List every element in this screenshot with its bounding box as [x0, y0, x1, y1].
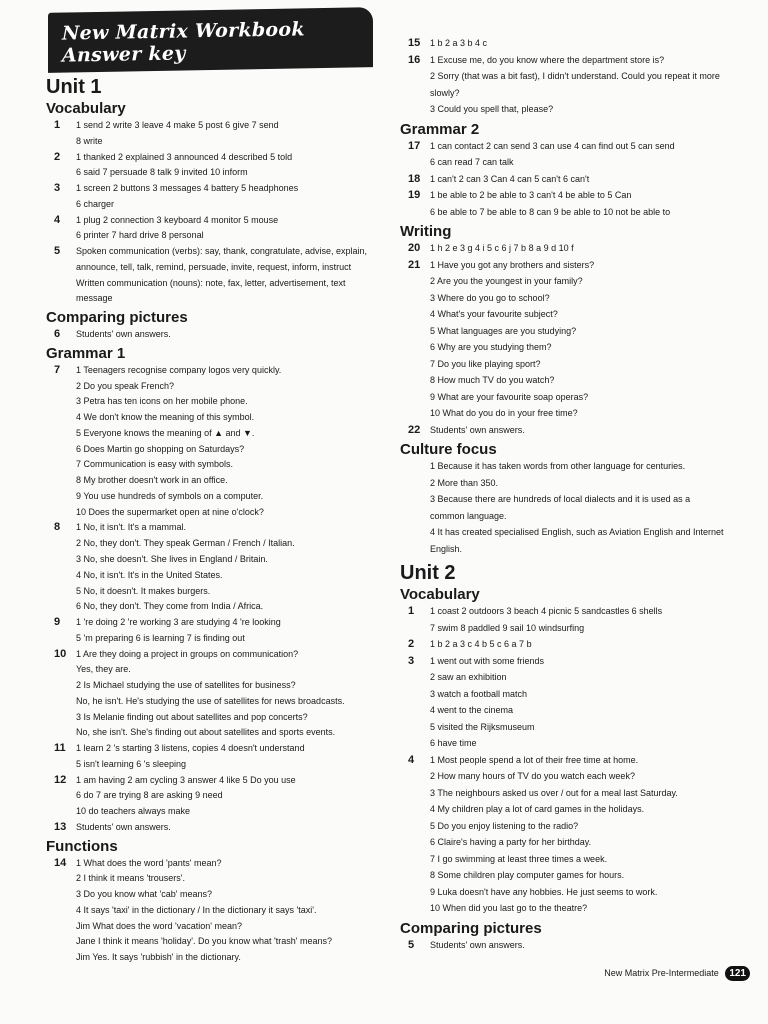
- answer-text: 6 do 7 are trying 8 are asking 9 need: [76, 790, 223, 801]
- answer-text: Jane I think it means 'holiday'. Do you know what 'trash' means?: [76, 936, 333, 947]
- answer-text: 7 Do you like playing sport?: [430, 358, 541, 369]
- exercise-number: 5: [408, 938, 415, 951]
- exercise-answer: [408, 141, 675, 152]
- answer-text: 6 Claire's having a party for her birthday.: [430, 837, 592, 847]
- answer-line: [430, 672, 507, 683]
- unit-heading: Unit 1: [46, 76, 102, 98]
- section-heading: Comparing pictures: [46, 309, 188, 327]
- answer-text: 2 saw an exhibition: [430, 672, 507, 682]
- answer-line: [76, 262, 351, 273]
- exercise-answer: [54, 152, 292, 163]
- answer-line: [430, 623, 584, 634]
- exercise-answer: [408, 940, 525, 951]
- answer-text: 5 What languages are you studying?: [430, 325, 577, 336]
- answer-line: [76, 696, 345, 707]
- exercise-answer: [54, 365, 281, 376]
- answer-line: [76, 586, 210, 597]
- exercise-answer: [408, 55, 664, 66]
- answer-text: common language.: [430, 510, 507, 521]
- exercise-number: 6: [54, 328, 61, 341]
- answer-line: [76, 905, 316, 916]
- exercise-number: 21: [408, 258, 421, 271]
- answer-line: [430, 293, 550, 304]
- answer-line: [76, 680, 296, 691]
- unit-heading: Unit 2: [400, 562, 456, 584]
- exercise-answer: [408, 190, 631, 201]
- answer-line: [430, 511, 507, 522]
- exercise-number: 9: [54, 616, 61, 629]
- exercise-answer: [54, 246, 367, 257]
- answer-text: Jim What does the word 'vacation' mean?: [76, 920, 243, 931]
- answer-text: 1 can contact 2 can send 3 can use 4 can find out 5 can send: [430, 140, 675, 151]
- exercise-answer: [408, 639, 532, 650]
- section-heading: Comparing pictures: [400, 919, 542, 937]
- answer-line: [76, 921, 242, 932]
- answer-text: 6 said 7 persuade 8 talk 9 invited 10 inform: [76, 167, 248, 178]
- section-heading: Grammar 1: [46, 344, 126, 362]
- answer-text: Students' own answers.: [430, 939, 525, 950]
- answer-line: [430, 276, 583, 287]
- footer-book-title: New Matrix Pre-Intermediate: [604, 968, 719, 978]
- exercise-number: 3: [54, 182, 61, 195]
- answer-line: [76, 136, 103, 147]
- answer-text: 2 Do you speak French?: [76, 380, 175, 391]
- section-heading: Grammar 2: [400, 120, 480, 138]
- exercise-answer: [408, 38, 487, 49]
- exercise-answer: [408, 260, 594, 271]
- exercise-answer: [408, 755, 638, 766]
- answer-text: 10 do teachers always make: [76, 806, 191, 817]
- answer-text: 1 can't 2 can 3 Can 4 can 5 can't 6 can't: [430, 173, 590, 184]
- answer-line: [76, 444, 244, 455]
- answer-text: slowly?: [430, 87, 460, 98]
- exercise-answer: [54, 183, 298, 194]
- answer-line: [76, 475, 228, 486]
- exercise-number: 16: [408, 53, 421, 66]
- answer-text: 9 Luka doesn't have any hobbies. He just seems to work.: [430, 886, 658, 897]
- exercise-answer: [54, 120, 279, 131]
- banner-title-line-1: New Matrix Workbook: [62, 18, 305, 45]
- answer-text: 6 charger: [76, 198, 115, 209]
- answer-text: 10 What do you do in your free time?: [430, 408, 578, 418]
- answer-line: [430, 854, 607, 865]
- answer-text: 3 Do you know what 'cab' means?: [76, 889, 213, 900]
- answer-text: English.: [430, 543, 463, 554]
- answer-line: [76, 396, 248, 407]
- answer-text: 1 Most people spend a lot of their free time at home.: [430, 754, 639, 765]
- answer-line: [76, 712, 308, 723]
- answer-text: 5 No, it doesn't. It makes burgers.: [76, 585, 211, 596]
- exercise-answer: [408, 606, 662, 617]
- answer-text: 6 No, they don't. They come from India / Africa.: [76, 601, 264, 612]
- answer-line: [430, 903, 587, 914]
- answer-text: Written communication (nouns): note, fax, letter, advertisement, text: [76, 277, 346, 288]
- answer-text: 6 Why are you studying them?: [430, 342, 552, 352]
- answer-line: [76, 491, 263, 502]
- answer-text: Students' own answers.: [430, 424, 525, 435]
- exercise-number: 3: [408, 654, 415, 667]
- answer-line: [430, 309, 558, 320]
- answer-text: 8 How much TV do you watch?: [430, 375, 555, 385]
- answer-text: 9 What are your favourite soap operas?: [430, 391, 589, 402]
- answer-line: [430, 157, 514, 168]
- exercise-answer: [408, 174, 589, 185]
- exercise-number: 8: [54, 521, 61, 534]
- exercise-number: 4: [408, 753, 415, 766]
- answer-line: [430, 527, 724, 538]
- answer-text: 8 My brother doesn't work in an office.: [76, 475, 228, 486]
- exercise-number: 7: [54, 363, 61, 376]
- answer-line: [430, 359, 541, 370]
- exercise-answer: [54, 649, 298, 660]
- answer-line: [76, 889, 212, 900]
- answer-text: 4 No, it isn't. It's in the United States.: [76, 569, 223, 580]
- answer-line: [430, 494, 690, 505]
- exercise-number: 14: [54, 856, 67, 869]
- answer-text: 1 am having 2 am cycling 3 answer 4 like 5 Do you use: [76, 774, 296, 785]
- answer-text: 1 Teenagers recognise company logos very quickly.: [76, 364, 282, 375]
- exercise-answer: [54, 617, 281, 628]
- answer-line: [430, 326, 576, 337]
- answer-text: Yes, they are.: [76, 664, 131, 675]
- answer-text: 7 I go swimming at least three times a week.: [430, 853, 608, 864]
- answer-text: 1 're doing 2 're working 3 are studying 4 're looking: [76, 617, 281, 628]
- exercise-number: 18: [408, 172, 421, 185]
- exercise-answer: [54, 215, 278, 226]
- answer-line: [76, 538, 295, 549]
- exercise-number: 2: [408, 638, 415, 650]
- answer-text: 1 Have you got any brothers and sisters?: [430, 259, 595, 270]
- answer-text: Students' own answers.: [76, 329, 171, 340]
- answer-text: Spoken communication (verbs): say, thank, congratulate, advise, explain,: [76, 246, 367, 257]
- exercise-number: 17: [408, 139, 421, 152]
- answer-text: 1 be able to 2 be able to 3 can't 4 be able to 5 Can: [430, 190, 632, 200]
- answer-text: 1 What does the word 'pants' mean?: [76, 857, 222, 868]
- answer-line: [76, 199, 114, 210]
- section-heading: Writing: [400, 223, 452, 240]
- answer-line: [430, 71, 720, 82]
- answer-text: 6 can read 7 can talk: [430, 157, 514, 167]
- answer-text: 7 Communication is easy with symbols.: [76, 459, 234, 470]
- answer-text: 1 Are they doing a project in groups on communication?: [76, 648, 299, 659]
- answer-text: 2 Sorry (that was a bit fast), I didn't understand. Could you repeat it more: [430, 71, 720, 81]
- answer-text: 1 plug 2 connection 3 keyboard 4 monitor 5 mouse: [76, 214, 279, 225]
- page-footer: [604, 966, 750, 981]
- answer-line: [76, 873, 185, 884]
- answer-text: announce, tell, talk, remind, persuade, invite, request, inform, instruct: [76, 261, 352, 272]
- answer-line: [76, 952, 241, 963]
- answer-text: 5 Everyone knows the meaning of ▲ and ▼.: [76, 427, 255, 438]
- answer-text: 5 'm preparing 6 is learning 7 is finding out: [76, 632, 245, 643]
- answer-text: 2 Is Michael studying the use of satellites for business?: [76, 680, 296, 691]
- answer-line: [430, 837, 591, 848]
- answer-text: 3 Is Melanie finding out about satellites and pop concerts?: [76, 711, 308, 722]
- answer-text: No, he isn't. He's studying the use of satellites for news broadcasts.: [76, 695, 345, 706]
- answer-text: 7 swim 8 paddled 9 sail 10 windsurfing: [430, 622, 585, 633]
- answer-line: [430, 821, 578, 832]
- answer-line: [76, 278, 345, 289]
- answer-line: [76, 664, 131, 675]
- answer-line: [76, 936, 332, 947]
- answer-line: [430, 408, 578, 419]
- answer-text: 2 Are you the youngest in your family?: [430, 276, 583, 286]
- answer-text: 1 send 2 write 3 leave 4 make 5 post 6 give 7 send: [76, 120, 279, 130]
- answer-line: [430, 342, 552, 353]
- answer-line: [430, 207, 670, 218]
- answer-line: [76, 230, 204, 241]
- answer-text: 3 Could you spell that, please?: [430, 104, 554, 114]
- answer-line: [430, 722, 535, 733]
- answer-text: 1 No, it isn't. It's a mammal.: [76, 522, 186, 533]
- answer-text: 2 More than 350.: [430, 477, 499, 488]
- answer-line: [430, 788, 678, 799]
- answer-line: [76, 412, 254, 423]
- answer-line: [76, 790, 223, 801]
- answer-text: No, she isn't. She's finding out about satellites and sports events.: [76, 727, 336, 738]
- answer-text: 1 coast 2 outdoors 3 beach 4 picnic 5 sandcastles 6 shells: [430, 606, 663, 616]
- answer-text: 8 Some children play computer games for hours.: [430, 870, 625, 880]
- page-number: 121: [725, 966, 750, 981]
- answer-text: 6 have time: [430, 738, 477, 748]
- section-heading: Culture focus: [400, 441, 497, 458]
- answer-text: 4 What's your favourite subject?: [430, 309, 558, 319]
- answer-text: 4 It says 'taxi' in the dictionary / In the dictionary it says 'taxi'.: [76, 904, 317, 915]
- answer-text: Jim Yes. It says 'rubbish' in the dictionary.: [76, 952, 241, 963]
- answer-line: [76, 806, 190, 817]
- answer-line: [76, 428, 254, 439]
- exercise-answer: [54, 858, 222, 869]
- title-banner: [48, 7, 373, 73]
- exercise-number: 22: [408, 423, 421, 436]
- answer-line: [76, 167, 248, 178]
- answer-line: [430, 392, 588, 403]
- answer-line: [430, 88, 460, 99]
- exercise-answer: [408, 656, 544, 667]
- answer-line: [76, 381, 174, 392]
- answer-text: 3 No, she doesn't. She lives in England / Britain.: [76, 554, 268, 564]
- exercise-number: 12: [54, 773, 67, 786]
- answer-text: 10 When did you last go to the theatre?: [430, 903, 588, 913]
- answer-text: 1 Because it has taken words from other language for centuries.: [430, 461, 686, 471]
- exercise-answer: [408, 425, 525, 436]
- answer-line: [76, 459, 233, 470]
- exercise-number: 11: [54, 742, 66, 755]
- section-heading: Vocabulary: [46, 100, 126, 117]
- exercise-number: 15: [408, 37, 421, 49]
- answer-line: [430, 804, 644, 815]
- section-heading: Functions: [46, 837, 118, 855]
- answer-text: 5 visited the Rijksmuseum: [430, 721, 535, 732]
- answer-text: Students' own answers.: [76, 821, 171, 832]
- exercise-answer: [54, 743, 305, 754]
- exercise-number: 5: [54, 245, 61, 258]
- answer-text: 1 went out with some friends: [430, 655, 545, 666]
- answer-text: 1 screen 2 buttons 3 messages 4 battery 5 headphones: [76, 183, 299, 194]
- exercise-answer: [408, 243, 574, 254]
- answer-text: 2 How many hours of TV do you watch each week?: [430, 771, 635, 781]
- answer-text: 4 We don't know the meaning of this symbol.: [76, 412, 255, 423]
- answer-line: [76, 554, 268, 565]
- answer-text: 3 Petra has ten icons on her mobile phone.: [76, 396, 248, 407]
- answer-text: 5 isn't learning 6 's sleeping: [76, 758, 187, 769]
- answer-text: 2 No, they don't. They speak German / French / Italian.: [76, 538, 295, 549]
- exercise-number: 1: [54, 119, 61, 131]
- answer-line: [430, 478, 498, 489]
- answer-line: [430, 104, 553, 115]
- section-heading: Vocabulary: [400, 586, 480, 603]
- answer-line: [76, 293, 113, 304]
- answer-text: 6 be able to 7 be able to 8 can 9 be able to 10 not be able to: [430, 206, 671, 217]
- answer-line: [430, 771, 635, 782]
- answer-text: 6 Does Martin go shopping on Saturdays?: [76, 443, 245, 454]
- answer-line: [76, 507, 264, 518]
- answer-line: [430, 738, 477, 749]
- answer-line: [76, 601, 263, 612]
- exercise-number: 13: [54, 820, 67, 833]
- banner-title-line-2: Answer key: [62, 42, 186, 67]
- answer-line: [76, 570, 223, 581]
- answer-text: 10 Does the supermarket open at nine o'clock?: [76, 506, 264, 517]
- answer-text: 1 thanked 2 explained 3 announced 4 described 5 told: [76, 151, 293, 162]
- answer-text: 3 Where do you go to school?: [430, 292, 550, 303]
- exercise-number: 19: [408, 189, 421, 201]
- answer-text: 1 h 2 e 3 g 4 i 5 c 6 j 7 b 8 a 9 d 10 f: [430, 243, 574, 253]
- exercise-number: 1: [408, 605, 415, 617]
- answer-text: 5 Do you enjoy listening to the radio?: [430, 820, 579, 831]
- answer-line: [76, 727, 335, 738]
- exercise-answer: [54, 775, 296, 786]
- answer-text: 1 learn 2 's starting 3 listens, copies 4 doesn't understand: [76, 743, 305, 754]
- exercise-answer: [54, 522, 186, 533]
- answer-line: [76, 759, 186, 770]
- answer-line: [430, 705, 513, 716]
- answer-line: [430, 870, 624, 881]
- exercise-number: 20: [408, 242, 421, 254]
- exercise-number: 4: [54, 213, 61, 226]
- answer-line: [430, 689, 527, 700]
- answer-line: [76, 633, 245, 644]
- answer-line: [430, 461, 685, 472]
- answer-text: 4 It has created specialised English, such as Aviation English and Internet: [430, 527, 724, 537]
- exercise-number: 10: [54, 647, 67, 660]
- answer-text: 4 My children play a lot of card games in the holidays.: [430, 804, 645, 814]
- answer-text: 1 Excuse me, do you know where the department store is?: [430, 54, 665, 65]
- answer-line: [430, 544, 462, 555]
- answer-line: [430, 887, 657, 898]
- answer-line: [430, 375, 554, 386]
- exercise-number: 2: [54, 150, 61, 163]
- answer-text: 6 printer 7 hard drive 8 personal: [76, 230, 204, 241]
- answer-text: 4 went to the cinema: [430, 705, 514, 715]
- answer-text: 2 I think it means 'trousers'.: [76, 873, 185, 884]
- exercise-answer: [54, 329, 171, 340]
- answer-text: 3 watch a football match: [430, 688, 528, 699]
- exercise-answer: [54, 822, 171, 833]
- answer-text: message: [76, 293, 113, 304]
- answer-text: 1 b 2 a 3 c 4 b 5 c 6 a 7 b: [430, 639, 532, 649]
- answer-text: 1 b 2 a 3 b 4 c: [430, 38, 488, 48]
- answer-text: 9 You use hundreds of symbols on a computer.: [76, 490, 264, 501]
- answer-text: 8 write: [76, 135, 103, 146]
- answer-text: 3 The neighbours asked us over / out for a meal last Saturday.: [430, 787, 678, 798]
- answer-text: 3 Because there are hundreds of local dialects and it is used as a: [430, 494, 691, 504]
